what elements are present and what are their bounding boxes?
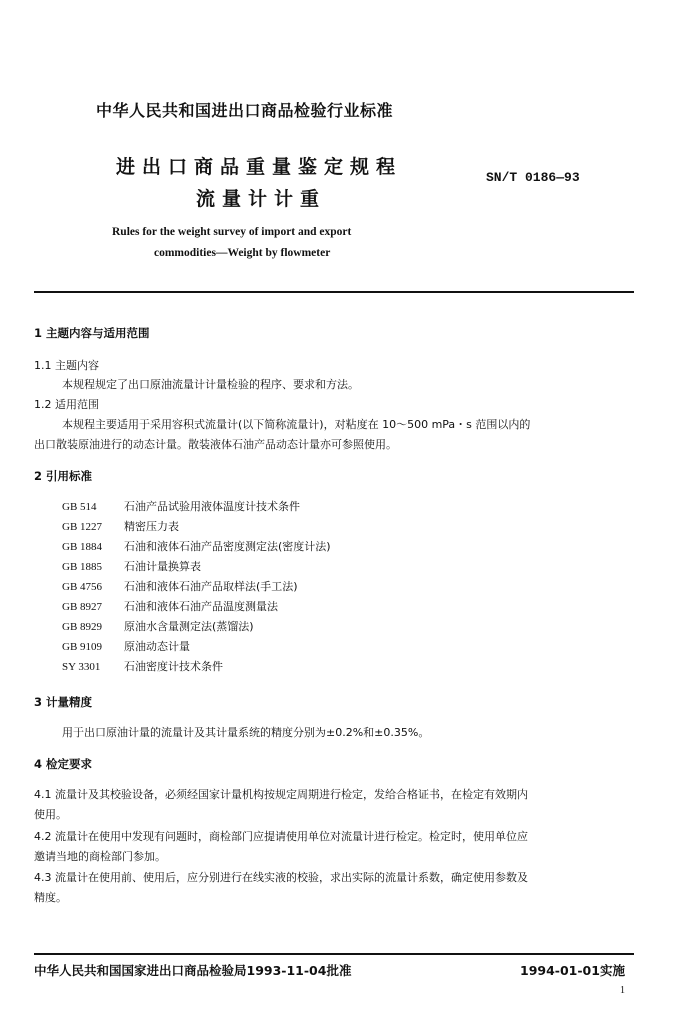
industry-standard-heading: 中华人民共和国进出口商品检验行业标准 — [96, 101, 394, 120]
reference-item: GB 4756 石油和液体石油产品取样法(手工法) — [62, 580, 298, 593]
english-title-line2: commodities—Weight by flowmeter — [154, 247, 331, 259]
section-1-2-text-line2: 出口散装原油进行的动态计量。散装液体石油产品动态计量亦可参照使用。 — [34, 438, 397, 451]
section-4-3-line2: 精度。 — [34, 891, 67, 904]
section-4-1-line1: 4.1 流量计及其校验设备，必须经国家计量机构按规定周期进行检定，发给合格证书，在检定有效期内 — [34, 788, 528, 801]
section-1-2-heading: 1.2 适用范围 — [34, 398, 99, 411]
reference-item: GB 1885 石油计量换算表 — [62, 560, 201, 573]
section-4-heading: 4 检定要求 — [34, 757, 93, 771]
section-1-heading: 1 主题内容与适用范围 — [34, 326, 150, 340]
section-4-2-line2: 邀请当地的商检部门参加。 — [34, 850, 166, 863]
reference-item: GB 8927 石油和液体石油产品温度测量法 — [62, 600, 278, 613]
section-1-1-heading: 1.1 主题内容 — [34, 359, 99, 372]
section-4-3-line1: 4.3 流量计在使用前、使用后，应分别进行在线实液的校验，求出实际的流量计系数，确定使用参数及 — [34, 871, 528, 884]
implementation-date: 1994-01-01实施 — [520, 963, 625, 978]
approval-line: 中华人民共和国国家进出口商品检验局1993-11-04批准 — [34, 963, 352, 978]
section-1-1-text: 本规程规定了出口原油流量计计量检验的程序、要求和方法。 — [62, 378, 359, 391]
section-2-heading: 2 引用标准 — [34, 469, 93, 483]
section-3-text: 用于出口原油计量的流量计及其计量系统的精度分别为±0.2%和±0.35%。 — [62, 726, 430, 739]
english-title-line1: Rules for the weight survey of import and export — [112, 226, 352, 238]
document-title-line1: 进出口商品重量鉴定规程 — [116, 156, 403, 178]
header-divider — [34, 291, 634, 293]
reference-item: SY 3301 石油密度计技术条件 — [62, 660, 223, 673]
reference-item: GB 8929 原油水含量测定法(蒸馏法) — [62, 620, 254, 633]
standard-number: SN/T 0186—93 — [486, 170, 580, 185]
document-title-line2: 流量计计重 — [196, 188, 327, 210]
reference-item: GB 1227 精密压力表 — [62, 520, 179, 533]
reference-item: GB 514 石油产品试验用液体温度计技术条件 — [62, 500, 300, 513]
reference-item: GB 9109 原油动态计量 — [62, 640, 190, 653]
section-4-1-line2: 使用。 — [34, 808, 67, 821]
section-1-2-text-line1: 本规程主要适用于采用容积式流量计(以下简称流量计)，对粘度在 10～500 mPa・s 范围以内的 — [62, 418, 531, 431]
section-3-heading: 3 计量精度 — [34, 695, 93, 709]
page-number: 1 — [620, 985, 625, 996]
section-4-2-line1: 4.2 流量计在使用中发现有问题时，商检部门应提请使用单位对流量计进行检定。检定时，使用单位应 — [34, 830, 528, 843]
footer-divider — [34, 953, 634, 955]
reference-item: GB 1884 石油和液体石油产品密度测定法(密度计法) — [62, 540, 331, 553]
